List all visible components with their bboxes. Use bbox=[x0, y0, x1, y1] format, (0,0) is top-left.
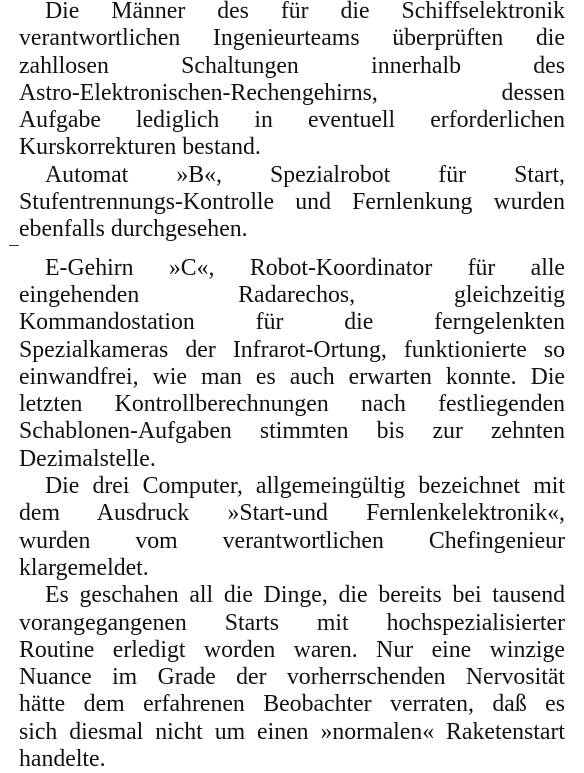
text-line: Die drei Computer, allgemeingültig bezeichnet mit bbox=[45, 473, 565, 500]
text-line: handelte. bbox=[19, 746, 106, 773]
text-line: Es geschahen all die Dinge, die bereits bei tausend bbox=[45, 582, 565, 609]
text-line: Die Männer des für die Schiffselektronik bbox=[45, 0, 565, 24]
body-text bbox=[19, 0, 565, 773]
text-line: zahllosen Schaltungen innerhalb des bbox=[19, 52, 565, 79]
paragraph-2 bbox=[19, 162, 565, 244]
text-line: eingehenden Radarechos, gleichzeitig bbox=[19, 281, 565, 308]
paragraph-1 bbox=[19, 0, 565, 162]
text-line: Astro-Elektronischen-Rechengehirns, dessen bbox=[19, 79, 565, 106]
text-line: ebenfalls durchgesehen. bbox=[19, 216, 248, 243]
paragraph-4 bbox=[19, 473, 565, 582]
text-line: Spezialkameras der Infrarot-Ortung, funktionierte so bbox=[19, 336, 565, 363]
paragraph-3 bbox=[19, 255, 565, 473]
text-line: E-Gehirn »C«, Robot-Koordinator für alle bbox=[45, 254, 565, 281]
text-line: dem Ausdruck »Start-und Fernlenkelektronik«, bbox=[19, 500, 565, 527]
text-line: Nuance im Grade der vorherrschenden Nervosität bbox=[19, 664, 565, 691]
text-line: Aufgabe lediglich in eventuell erforderlichen bbox=[19, 107, 565, 134]
text-line: Stufentrennungs-Kontrolle und Fernlenkung wurden bbox=[19, 189, 565, 216]
text-line: klargemeldet. bbox=[19, 554, 149, 581]
text-line: Routine erledigt worden waren. Nur eine winzige bbox=[19, 636, 565, 663]
text-line: Kommandostation für die ferngelenkten bbox=[19, 309, 565, 336]
text-line: Dezimalstelle. bbox=[19, 445, 156, 472]
text-line: Kurskorrekturen bestand. bbox=[19, 134, 261, 161]
text-line: letzten Kontrollberechnungen nach festliegenden bbox=[19, 391, 565, 418]
text-line: vorangegangenen Starts mit hochspezialisierter bbox=[19, 609, 565, 636]
paragraph-5 bbox=[19, 582, 565, 773]
text-line: Schablonen-Aufgaben stimmten bis zur zehnten bbox=[19, 418, 565, 445]
text-line: sich diesmal nicht um einen »normalen« Raketenstart bbox=[19, 718, 565, 745]
text-line: einwandfrei, wie man es auch erwarten konnte. Die bbox=[19, 363, 565, 390]
text-line: verantwortlichen Ingenieurteams überprüften die bbox=[19, 25, 565, 52]
text-line: hätte dem erfahrenen Beobachter verraten, daß es bbox=[19, 691, 565, 718]
text-line: wurden vom verantwortlichen Chefingenieur bbox=[19, 527, 565, 554]
margin-dash-mark bbox=[9, 245, 19, 246]
text-line: Automat »B«, Spezialrobot für Start, bbox=[45, 161, 565, 188]
